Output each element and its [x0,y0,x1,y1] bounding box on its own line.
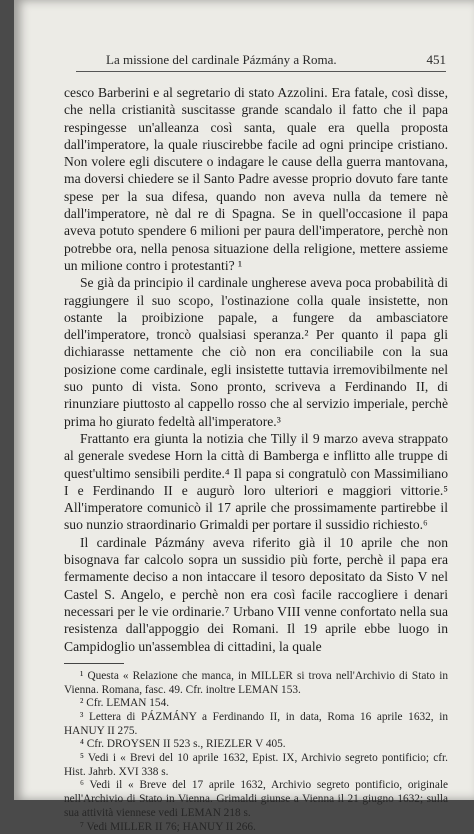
footnote-4: ⁴ Cfr. DROYSEN II 523 s., RIEZLER V 405. [80,738,286,751]
footnote-5: ⁵ Vedi i « Brevi del 10 aprile 1632, Epist. IX, Archivio segreto pontificio; cfr. Hist. Jahrb. XVI 338 s. [64,752,448,778]
book-page [14,0,474,833]
paragraph-3: Frattanto era giunta la notizia che Tilly il 9 marzo aveva strappato al generale svedese Horn la città di Bamberga e inflitto alle truppe di quest'ultimo sensibili perdite.⁴ Il papa si congratulò con Massimiliano I e Ferdinando II e augurò loro ulteriori e maggiori vittorie.⁵ All'imperatore comunicò il 17 aprile che prossimamente partirebbe il suo nunzio straordinario Grimaldi per portare il sussidio richiesto.⁶ [64,430,448,533]
footnotes [64,670,448,834]
main-text [64,84,448,834]
paragraph-4: Il cardinale Pázmány aveva riferito già il 10 aprile che non bisognava far calcolo sopra un sussidio più forte, perchè il papa era fermamente deciso a non intaccare il tesoro depositato da Sisto V nel Castel S. Angelo, e perchè non era così facile raccogliere i denari necessari per le vie ordinarie.⁷ Urbano VIII venne confortato nella sua resistenza dall'appoggio dei Romani. Il 19 aprile ebbe luogo in Campidoglio un'assemblea di cittadini, la quale [64,534,448,654]
footnote-separator [64,663,124,664]
paragraph-2: Se già da principio il cardinale ungherese aveva poca probabilità di raggiungere il suo scopo, l'ostinazione colla quale insistette, non ostante la proibizione papale, a fungere da ambasciatore dell'imperatore, troncò qualsiasi speranza.² Per quanto il papa gli dichiarasse nettamente che ciò non era conciliabile con la sua posizione come cardinale, egli insistette tuttavia irremovibilmente nel suo punto di vista. Sono pronto, scriveva a Ferdinando II, di rinunziare piuttosto al cappello rosso che al servizio imperiale, perchè prima ho giurato fedeltà all'imperatore.³ [64,275,448,429]
footnote-3: ³ Lettera di PÁZMÁNY a Ferdinando II, in data, Roma 16 aprile 1632, in HANUY II 275. [64,710,448,737]
page-number: 451 [426,52,446,67]
running-header [76,52,446,72]
footnote-6: ⁶ Vedi il « Breve del 17 aprile 1632, Archivio segreto pontificio, originale nell'Archivio di Stato in Vienna. Grimaldi giunse a Vienna il 21 giugno 1632; sulla sua attività viennese vedi LEMAN 218 s. [64,779,448,819]
footnote-2: ² Cfr. LEMAN 154. [80,697,170,710]
footnote-7: ⁷ Vedi MILLER II 76; HANUY II 266. [80,820,256,833]
footnote-1: ¹ Questa « Relazione che manca, in MILLER si trova nell'Archivio di Stato in Vienna. Romana, fasc. 49. Cfr. inoltre LEMAN 153. [64,669,448,696]
running-title: La missione del cardinale Pázmány a Roma. [106,52,337,67]
paragraph-1: cesco Barberini e al segretario di stato Azzolini. Era fatale, così disse, che nella cristianità suscitasse grande scandalo il fatto che il papa respingesse un'alleanza così santa, quale era quella proposta dall'imperatore, la quale riuscirebbe facile ad ogni principe cristiano. Non volere egli discutere o indagare le cause della guerra mantovana, ma doversi chiedere se il Santo Padre avesse proprio dovuto fare tante spese per la sua difesa, quando non aveva nulla da temere nè dall'imperatore, nè dal re di Spagna. Se in quell'occasione il papa aveva potuto spendere 6 milioni per paura dell'imperatore, perchè non potrebbe ora, nella penosa situazione della religione, mettere assieme un milione contro i protestanti? ¹ [64,85,448,273]
